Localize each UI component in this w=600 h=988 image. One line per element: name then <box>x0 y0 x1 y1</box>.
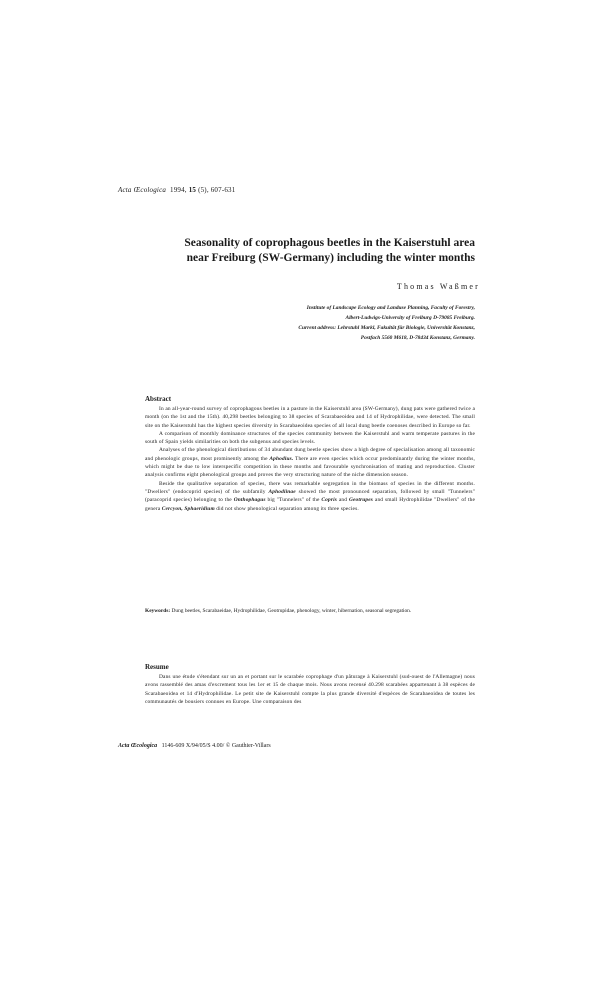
journal-citation <box>118 186 235 194</box>
abstract-p3-text-a: Analyses of the phenological distributions of 34 abundant dung beetle species show a high degree of specialisation among all taxonomic and phenologic groups, most prominently among the <box>145 447 475 462</box>
abstract-paragraph-4 <box>145 480 475 513</box>
abstract-p4-text-c: big "Tunnelers" of the <box>267 497 320 504</box>
journal-year: 1994, <box>170 186 187 194</box>
resume-heading: Resume <box>145 663 169 671</box>
resume-paragraph-1: Dans une étude s'étendant sur un an et portant sur le scarabée coprophage d'un pâturage à Kaiserstuhl (sud-ouest de l'Allemagne) nous avons rassemblé des amas d'excrement tous les 1er et 15 de chaque mois. Nous avons recensé 40.298 scarabées appartenant à 38 espèces de Scarabaeoidea et 14 d'Hydrophilidae. Le petit site de Kaiserstuhl compte la plus grande diversité d'espèces de Scarabaeoidea de toutes les communautés de bousiers connues en Europe. Une comparaison des <box>145 674 475 705</box>
affiliation-line-2: Albert-Ludwigs-University of Freiburg D-79085 Freiburg. <box>345 315 475 321</box>
abstract-heading: Abstract <box>145 395 172 403</box>
affiliation <box>200 303 475 343</box>
keywords <box>145 607 475 615</box>
journal-issue-pages: (5), 607-631 <box>198 186 236 194</box>
journal-name: Acta Œcologica <box>118 186 167 194</box>
genus-onthophagus: Onthophagus <box>233 497 266 504</box>
abstract-p4-text-e: did not show phenological separation among its three species. <box>216 505 359 512</box>
abstract-p4-and: and <box>338 497 348 504</box>
abstract-p4-text-b: showed the most pronounced separation, followed by small "Tunnelers" (paracoprid species) belonging to the <box>145 488 475 504</box>
keywords-label: Keywords: <box>145 608 171 614</box>
page-footer <box>118 743 271 749</box>
genus-aphodius: Aphodius. <box>269 455 294 462</box>
keywords-text: Dung beetles, Scarabaeidae, Hydrophilidae, Geotrupidae, phenology, winter, hibernation, seasonal segregation. <box>171 608 412 614</box>
genus-geotrupes: Geotrupes <box>348 497 374 504</box>
abstract-p3-text-b: There are even species which occur predominantly during the winter months, which might be due to low interspecific competition in these months and favourable synchronisation of mating and reproduction. Cluster analysis confirms eight phenological groups and proves the very structuring nature of the niche dimension season. <box>145 455 475 479</box>
affiliation-line-1: Institute of Landscape Ecology and Landuse Planning, Faculty of Forestry, <box>306 305 475 311</box>
article-title <box>100 236 475 266</box>
abstract-p4-text-a: Beside the qualitative separation of species, there was remarkable segregation in the biomass of species in the different months. "Dwellers" (endocoprid species) of the subfamily <box>145 480 475 495</box>
subfamily-aphodiinae: Aphodiinae <box>268 488 296 495</box>
genera-cercyon-sphaeridium: Cercyon, Sphaeridium <box>161 505 215 512</box>
title-line-1: Seasonality of coprophagous beetles in the Kaiserstuhl area <box>184 237 475 249</box>
resume-body <box>145 673 475 706</box>
abstract-paragraph-1: In an all-year-round survey of coprophagous beetles in a pasture in the Kaiserstuhl area (SW-Germany), dung pats were gathered twice a month (on the 1st and the 15th). 40,298 beetles belonging to 38 species of Scarabaeoidea and 14 of Hydrophilidae, were detected. The small site on the Kaiserstuhl has the highest species diversity in Scarabaeoidea species of all local dung beetle coenoses described in Europe so far. <box>145 406 475 429</box>
footer-journal: Acta Œcologica <box>118 743 158 749</box>
affiliation-line-3: Current address: Lehrstuhl Markl, Fakultät für Biologie, Universität Konstanz, <box>298 325 475 331</box>
abstract-paragraph-2: A comparison of monthly dominance structures of the species community between the Kaiserstuhl and warm temperate pastures in the south of Spain yields similarities on both the subgenus and species levels. <box>145 430 475 446</box>
title-line-2: near Freiburg (SW-Germany) including the winter months <box>186 252 475 264</box>
journal-volume: 15 <box>188 186 197 194</box>
footer-issn: 1146-609 X/94/05/S 4.00/ © Gauthier-Villars <box>161 743 271 749</box>
author-name: Thomas Waßmer <box>396 282 480 291</box>
abstract-p4-text-d: and small Hydrophilidae "Dwellers" of the genera <box>145 497 476 512</box>
genus-copris: Copris <box>321 497 338 504</box>
abstract-body <box>145 405 475 513</box>
abstract-paragraph-3 <box>145 446 475 479</box>
affiliation-line-4: Postfach 5560 M618, D-78434 Konstanz, Germany. <box>360 335 475 341</box>
